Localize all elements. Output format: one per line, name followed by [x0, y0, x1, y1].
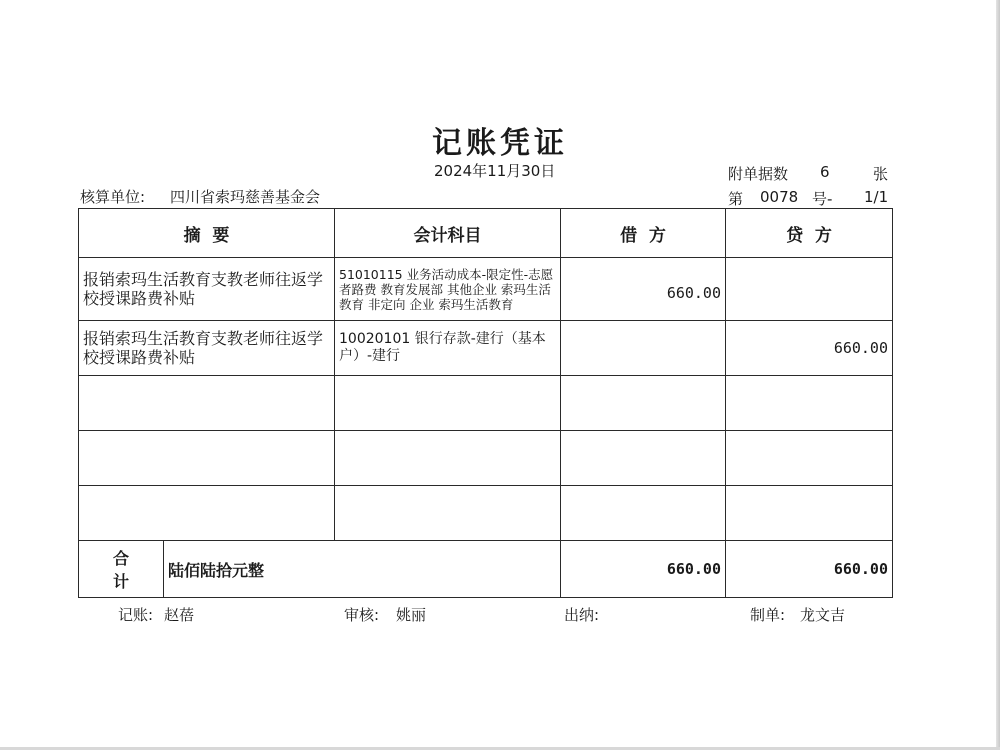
total-cell	[79, 541, 561, 598]
row-credit	[726, 431, 893, 486]
table-row	[79, 376, 893, 431]
total-amount-in-words: 陆佰陆拾元整	[168, 560, 265, 580]
row-credit	[726, 258, 893, 321]
voucher-title: 记账凭证	[432, 126, 568, 161]
header-summary-label: 摘 要	[183, 225, 230, 246]
row-summary	[79, 376, 335, 431]
voucher-table	[78, 208, 893, 598]
header-credit	[726, 209, 893, 258]
bookkeeper-name: 赵蓓	[164, 606, 195, 624]
total-debit: 660.00	[561, 541, 726, 598]
reviewer-label: 审核:	[344, 606, 380, 624]
header-account	[335, 209, 561, 258]
header-summary	[79, 209, 335, 258]
total-label: 合 计	[79, 541, 164, 597]
header-debit-label: 借 方	[620, 225, 666, 246]
row-credit	[726, 486, 893, 541]
table-row	[79, 486, 893, 541]
unit-name: 四川省索玛慈善基金会	[170, 188, 321, 206]
row-summary	[79, 486, 335, 541]
row-summary: 报销索玛生活教育支教老师往返学校授课路费补贴	[79, 321, 335, 376]
page-count: 1/1	[864, 188, 889, 206]
row-account	[335, 376, 561, 431]
row-account	[335, 486, 561, 541]
reviewer-name: 姚丽	[396, 606, 427, 624]
bookkeeper-label: 记账:	[118, 606, 154, 624]
total-credit: 660.00	[726, 541, 893, 598]
voucher-number-suffix: 号-	[812, 190, 833, 208]
page-edge	[996, 0, 1000, 750]
total-row	[79, 541, 893, 598]
voucher-date: 2024年11月30日	[434, 162, 556, 180]
preparer-label: 制单:	[750, 606, 786, 624]
preparer-name: 龙文吉	[800, 606, 846, 624]
row-credit: 660.00	[726, 321, 893, 376]
attachments-count: 6	[820, 163, 830, 181]
voucher-number-prefix: 第	[728, 190, 744, 208]
row-account	[335, 431, 561, 486]
table-header-row	[79, 209, 893, 258]
row-summary: 报销索玛生活教育支教老师往返学校授课路费补贴	[79, 258, 335, 321]
attachments-label: 附单据数	[728, 165, 789, 183]
row-account: 51010115 业务活动成本-限定性-志愿者路费 教育发展部 其他企业 索玛生活教育 非定向 企业 索玛生活教育	[335, 258, 561, 321]
row-debit	[561, 486, 726, 541]
row-debit	[561, 431, 726, 486]
attachments-unit: 张	[873, 165, 889, 183]
cashier-label: 出纳:	[564, 606, 600, 624]
row-summary	[79, 431, 335, 486]
header-debit	[561, 209, 726, 258]
header-account-label: 会计科目	[413, 225, 482, 246]
header-credit-label: 贷 方	[786, 225, 832, 246]
table-row	[79, 321, 893, 376]
voucher-number: 0078	[760, 188, 799, 206]
table-row	[79, 258, 893, 321]
row-debit	[561, 376, 726, 431]
row-account: 10020101 银行存款-建行（基本户）-建行	[335, 321, 561, 376]
table-row	[79, 431, 893, 486]
row-debit: 660.00	[561, 258, 726, 321]
row-credit	[726, 376, 893, 431]
row-debit	[561, 321, 726, 376]
unit-label: 核算单位:	[80, 188, 146, 206]
